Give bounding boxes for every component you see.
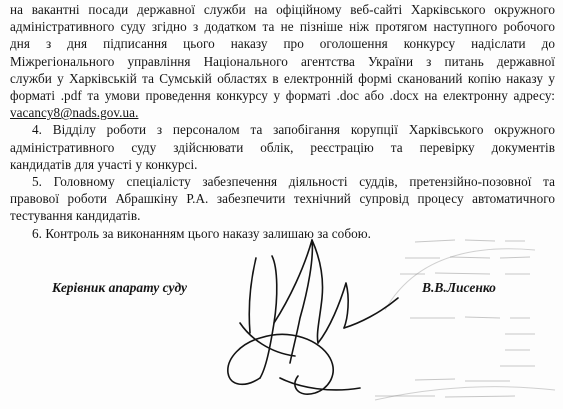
text-line: дня з дня підписання цього наказу про оголошення конкурсу надіслати до	[10, 36, 555, 52]
paragraph-6: 6. Контроль за виконанням цього наказу залишаю за собою.	[32, 225, 371, 241]
order-text	[10, 1, 555, 242]
text-line: Міжрегіонального управління Національного агентства України з питань державної	[10, 53, 555, 69]
paragraph-4-start: 4. Відділу роботи з персоналом та запобігання корупції Харківського окружного	[32, 122, 555, 138]
text-line: форматі .pdf та умови проведення конкурсу у форматі .doc або .docx на електронну адресу:	[10, 88, 555, 104]
handwritten-signature	[220, 228, 440, 406]
text-line: адміністративного суду здійснювати облік, реєстрацію та перевірку документів	[10, 139, 555, 155]
paragraph-5-start: 5. Головному спеціалісту забезпечення діяльності суддів, претензійно-позовної та	[32, 174, 555, 190]
text-line: служби у Харківській та Сумській областях в електронній формі сканований копію наказу у	[10, 70, 555, 86]
text-line: кандидатів для участі у конкурсі.	[10, 156, 198, 172]
signatory-name: В.В.Лисенко	[422, 280, 496, 295]
signatory-role: Керівник апарату суду	[52, 280, 187, 295]
text-line: адміністративного суду згідно з додатком та не пізніше ніж протягом наступного робочого	[10, 19, 555, 35]
text-line: на вакантні посади державної служби на офіційному веб-сайті Харківського окружного	[10, 2, 555, 17]
email-address: vacancy8@nads.gov.ua.	[10, 105, 139, 121]
text-line: тестування кандидатів.	[10, 208, 141, 224]
text-line: правової роботи Абрашкіну Р.А. забезпечити технічний супровід процесу автоматичного	[10, 191, 555, 207]
